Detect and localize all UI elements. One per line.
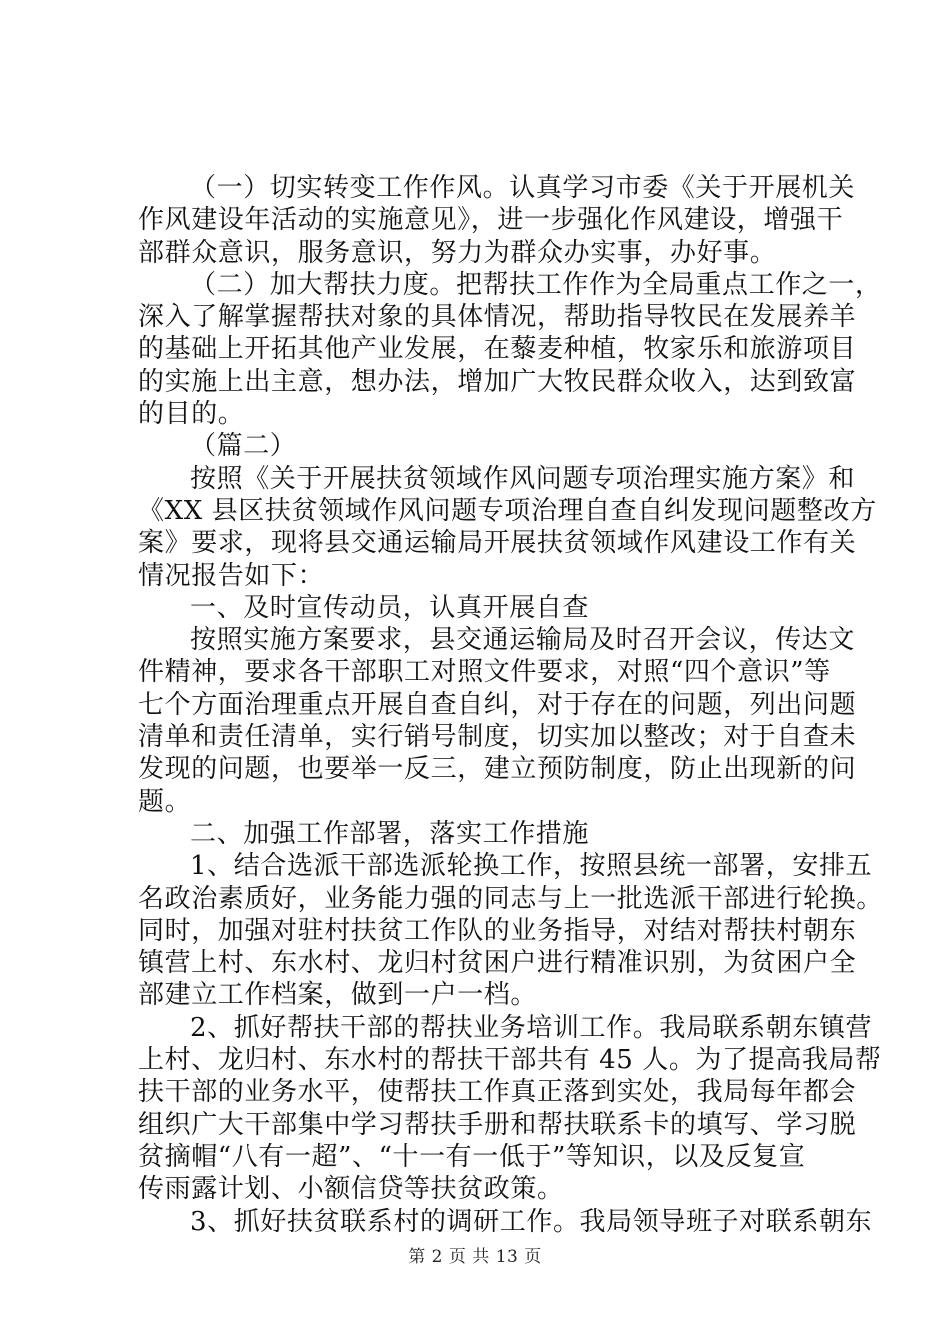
paragraph-work-style — [138, 172, 856, 269]
text-line: （二）加大帮扶力度。把帮扶工作作为全局重点工作之一， — [190, 269, 882, 300]
text-line: 2、抓好帮扶干部的帮扶业务培训工作。我局联系朝东镇营 — [190, 1012, 873, 1043]
text-line: 的基础上开拓其他产业发展，在藜麦种植，牧家乐和旅游项目 — [138, 334, 857, 365]
text-line: 七个方面治理重点开展自查自纠，对于存在的问题，列出问题 — [138, 689, 857, 720]
text-line: 件精神，要求各干部职工对照文件要求，对照“四个意识”等 — [138, 657, 831, 688]
text-line: 名政治素质好，业务能力强的同志与上一批选派干部进行轮换。 — [138, 883, 883, 914]
text-line: 组织广大干部集中学习帮扶手册和帮扶联系卡的填写、学习脱 — [138, 1109, 857, 1140]
text-line: 上村、龙归村、东水村的帮扶干部共有 45 人。为了提高我局帮 — [138, 1045, 882, 1076]
text-line: 一、及时宣传动员，认真开展自查 — [190, 592, 590, 623]
document-body — [138, 172, 883, 1238]
text-line: 按照《关于开展扶贫领域作风问题专项治理实施方案》和 — [190, 463, 856, 494]
text-line: 按照实施方案要求，县交通运输局及时召开会议，传达文 — [190, 625, 856, 656]
text-line: 案》要求，现将县交通运输局开展扶贫领域作风建设工作有关 — [138, 528, 857, 559]
text-line: 情况报告如下： — [138, 560, 325, 591]
text-line: 发现的问题，也要举一反三，建立预防制度，防止出现新的问 — [138, 754, 857, 785]
paragraph-item-3 — [138, 1206, 873, 1238]
text-line: 3、抓好扶贫联系村的调研工作。我局领导班子对联系朝东 — [190, 1206, 873, 1237]
text-line: 清单和责任清单，实行销号制度，切实加以整改；对于自查未 — [138, 722, 857, 753]
text-line: 作风建设年活动的实施意见》，进一步强化作风建设，增强干 — [138, 205, 844, 236]
text-line: （一）切实转变工作作风。认真学习市委《关于开展机关 — [190, 173, 856, 203]
text-line: 题。 — [138, 786, 192, 817]
text-line: 的目的。 — [138, 399, 245, 430]
text-line: 镇营上村、东水村、龙归村贫困户进行精准识别，为贫困户全 — [138, 948, 857, 979]
text-line: 《XX 县区扶贫领域作风问题专项治理自查自纠发现问题整改方 — [138, 495, 877, 526]
paragraph-item-1 — [138, 850, 883, 1011]
text-line: 部群众意识，服务意识，努力为群众办实事，办好事。 — [138, 237, 777, 268]
text-line: 同时，加强对驻村扶贫工作队的业务指导，对结对帮扶村朝东 — [138, 915, 857, 946]
heading-section-one — [138, 592, 828, 624]
paragraph-item-2 — [138, 1012, 882, 1206]
text-line: 贫摘帽“八有一超”、“十一有一低于”等知识，以及反复宣 — [138, 1141, 806, 1172]
text-line: 深入了解掌握帮扶对象的具体情况，帮助指导牧民在发展养羊 — [138, 302, 857, 333]
heading-section-two — [138, 818, 828, 850]
page-number-footer: 第 2 页 共 13 页 — [408, 1247, 542, 1267]
text-line: 传雨露计划、小额信贷等扶贫政策。 — [138, 1174, 564, 1205]
text-line: （篇二） — [190, 431, 297, 462]
text-line: 部建立工作档案，做到一户一档。 — [138, 980, 538, 1011]
paragraph-self-check — [138, 624, 857, 818]
section-heading-part-two — [138, 430, 828, 462]
text-line: 1、结合选派干部选派轮换工作，按照县统一部署，安排五 — [190, 851, 873, 882]
paragraph-assistance — [138, 269, 882, 430]
text-line: 扶干部的业务水平，使帮扶工作真正落到实处，我局每年都会 — [138, 1077, 857, 1108]
text-line: 的实施上出主意，想办法，增加广大牧民群众收入，达到致富 — [138, 366, 857, 397]
paragraph-intro — [138, 463, 877, 592]
text-line: 二、加强工作部署，落实工作措施 — [190, 818, 590, 849]
